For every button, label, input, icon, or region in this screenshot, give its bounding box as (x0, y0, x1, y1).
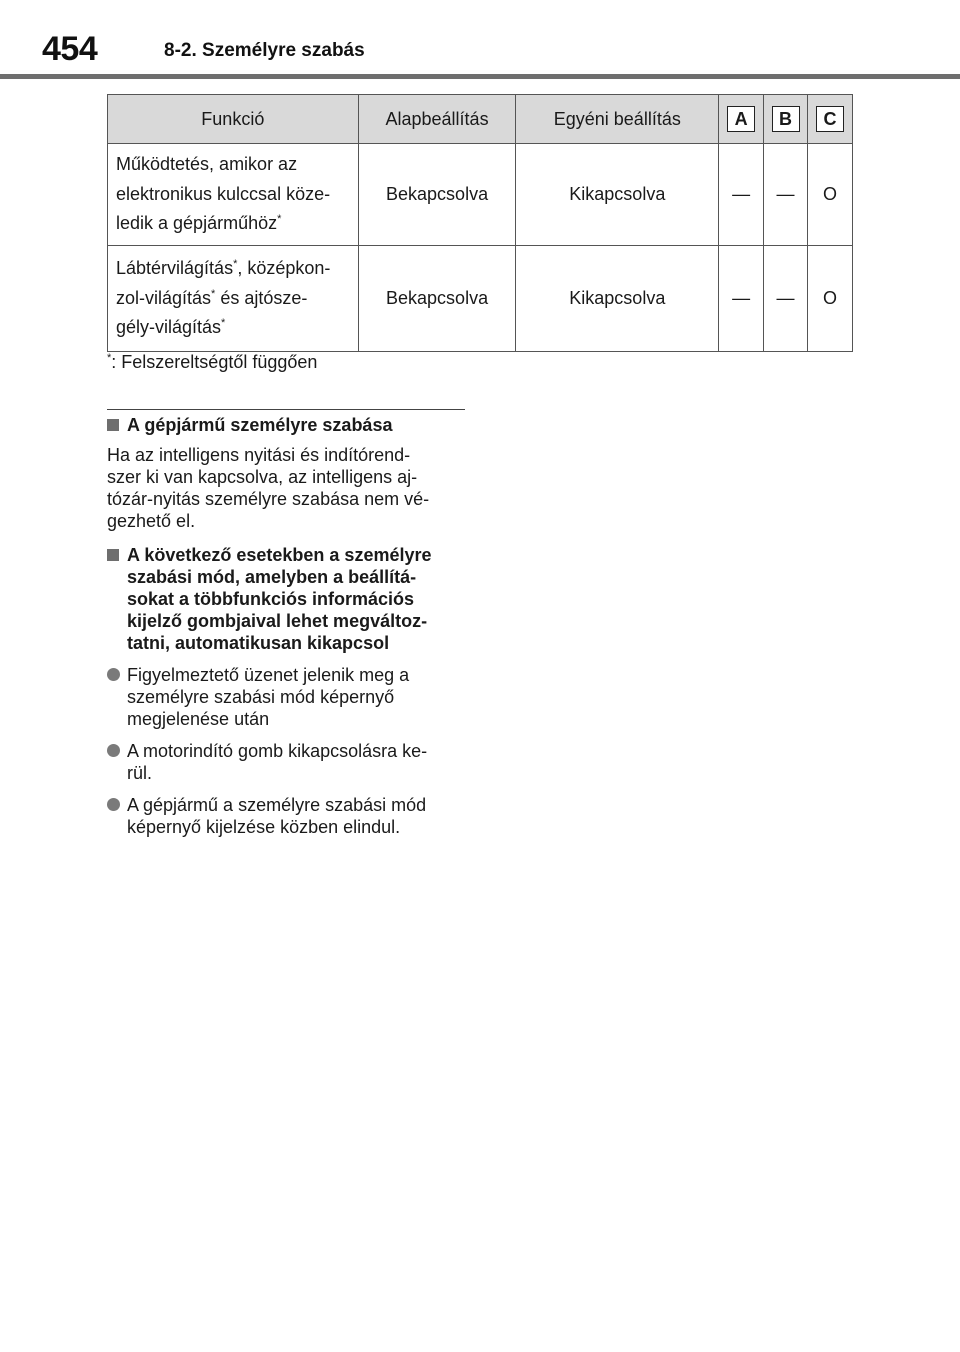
table-header-row (108, 95, 853, 144)
paragraph-line: tózár-nyitás személyre szabása nem vé- (107, 489, 430, 509)
paragraph-line: gezhető el. (107, 511, 196, 531)
list-item-line: A motorindító gomb kikapcsolásra ke- (127, 741, 428, 761)
function-line: elektronikus kulccsal köze- (116, 183, 331, 204)
heading-text: A gépjármű személyre szabása (127, 415, 393, 435)
page-number: 454 (42, 30, 98, 68)
footnote-mark: * (211, 287, 216, 300)
circle-bullet-icon (107, 798, 120, 811)
section-heading (107, 414, 469, 436)
auto-off-section (107, 544, 469, 838)
list-item-line: megjelenése után (127, 709, 270, 729)
header-b (764, 95, 808, 144)
footnote-mark: * (277, 213, 282, 226)
circle-bullet-icon (107, 668, 120, 681)
header-custom: Egyéni beállítás (516, 95, 719, 144)
list-item (107, 740, 469, 784)
table-row (108, 246, 853, 352)
square-bullet-icon (107, 419, 119, 431)
function-cell (108, 144, 359, 246)
default-cell: Bekapcsolva (358, 144, 516, 246)
square-bullet-icon (107, 549, 119, 561)
heading-line: kijelző gombjaival lehet megváltoz- (127, 611, 428, 631)
c-cell: O (808, 144, 853, 246)
list-item-line: személyre szabási mód képernyő (127, 687, 395, 707)
function-line: , középkon- (237, 258, 331, 279)
function-line: zol-világítás (116, 287, 212, 308)
list-item-line: képernyő kijelzése közben elindul. (127, 817, 401, 837)
settings-table (107, 94, 853, 352)
list-item-line: A gépjármű a személyre szabási mód (127, 795, 427, 815)
footnote-mark: * (221, 317, 226, 330)
letter-b-box: B (772, 106, 800, 132)
function-line: Lábtérvilágítás (116, 258, 234, 279)
header-a (719, 95, 764, 144)
paragraph-line: Ha az intelligens nyitási és indítórend- (107, 445, 411, 465)
letter-c-box: C (816, 106, 844, 132)
function-cell (108, 246, 359, 352)
b-cell: — (764, 246, 808, 352)
heading-line: tatni, automatikusan kikapcsol (127, 633, 390, 653)
section-heading (107, 544, 469, 654)
default-cell: Bekapcsolva (358, 246, 516, 352)
function-line: és ajtósze- (215, 287, 308, 308)
header-divider (0, 74, 960, 79)
b-cell: — (764, 144, 808, 246)
circle-bullet-icon (107, 744, 120, 757)
footnote-text: : Felszereltségtől függően (111, 352, 318, 372)
table-row (108, 144, 853, 246)
c-cell: O (808, 246, 853, 352)
paragraph (107, 444, 469, 532)
list-item-line: Figyelmeztető üzenet jelenik meg a (127, 665, 410, 685)
header-function: Funkció (108, 95, 359, 144)
section-title: 8-2. Személyre szabás (164, 40, 365, 61)
column-divider (107, 409, 465, 410)
footnote-mark: * (107, 352, 112, 364)
heading-line: szabási mód, amelyben a beállítá- (127, 567, 417, 587)
heading-line: A következő esetekben a személyre (127, 545, 432, 565)
custom-cell: Kikapcsolva (516, 144, 719, 246)
a-cell: — (719, 246, 764, 352)
footnote-mark: * (233, 258, 238, 271)
list-item (107, 664, 469, 730)
paragraph-line: szer ki van kapcsolva, az intelligens aj- (107, 467, 418, 487)
a-cell: — (719, 144, 764, 246)
letter-a-box: A (727, 106, 755, 132)
footnote (107, 352, 317, 373)
function-line: Működtetés, amikor az (116, 154, 298, 174)
personalization-section (107, 414, 469, 532)
function-line: gély-világítás (116, 317, 222, 338)
custom-cell: Kikapcsolva (516, 246, 719, 352)
list-item (107, 794, 469, 838)
header-c (808, 95, 853, 144)
function-line: ledik a gépjárműhöz (116, 213, 278, 234)
header-default: Alapbeállítás (358, 95, 516, 144)
heading-line: sokat a többfunkciós információs (127, 589, 415, 609)
list-item-line: rül. (127, 763, 153, 783)
